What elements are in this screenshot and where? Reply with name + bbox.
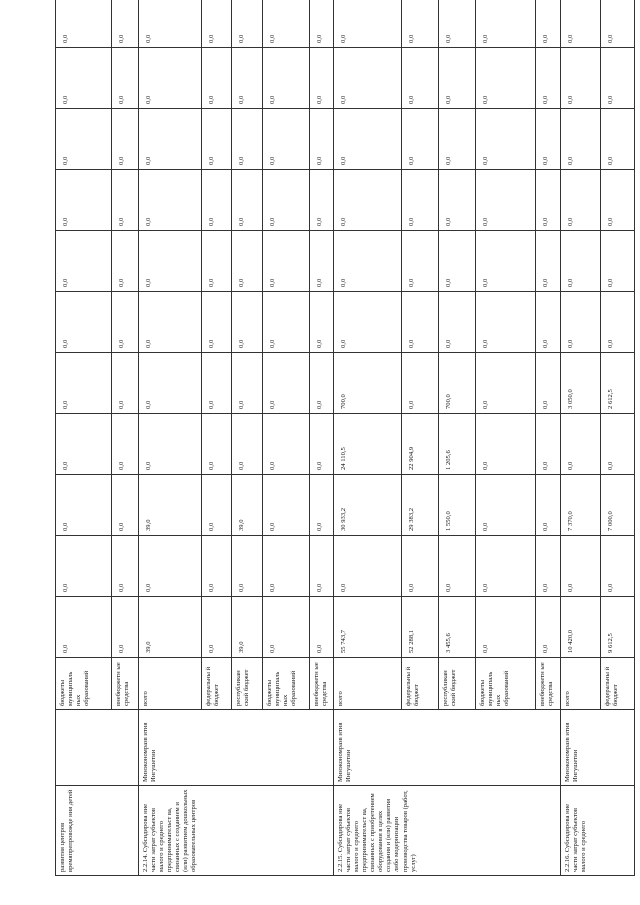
amount-cell: 0,0 (112, 231, 139, 292)
amount-cell: 0,0 (232, 536, 263, 597)
amount-cell: 0,0 (334, 292, 402, 353)
amount-cell: 3 455,6 (439, 597, 475, 658)
funding-source-cell: федеральны й бюджет (201, 658, 232, 710)
amount-cell: 0,0 (201, 231, 232, 292)
funding-source-cell: республикан ский бюджет (232, 658, 263, 710)
amount-cell: 700,0 (439, 353, 475, 414)
amount-cell: 0,0 (138, 231, 201, 292)
funding-source-cell: федеральны й бюджет (402, 658, 439, 710)
amount-cell: 0,0 (201, 536, 232, 597)
amount-cell: 2 612,5 (600, 353, 634, 414)
amount-cell: 0,0 (600, 109, 634, 170)
amount-cell: 0,0 (536, 414, 560, 475)
amount-cell: 0,0 (138, 414, 201, 475)
amount-cell: 0,0 (263, 597, 310, 658)
amount-cell: 0,0 (232, 414, 263, 475)
amount-cell: 700,0 (334, 353, 402, 414)
amount-cell: 0,0 (112, 109, 139, 170)
amount-cell: 0,0 (56, 48, 112, 109)
amount-cell: 0,0 (309, 475, 333, 536)
amount-cell: 0,0 (309, 292, 333, 353)
amount-cell: 0,0 (201, 170, 232, 231)
amount-cell: 0,0 (232, 353, 263, 414)
amount-cell: 0,0 (402, 231, 439, 292)
amount-cell: 0,0 (263, 0, 310, 48)
amount-cell: 0,0 (56, 292, 112, 353)
amount-cell: 0,0 (309, 597, 333, 658)
amount-cell: 0,0 (112, 48, 139, 109)
funding-source-cell: бюджеты муниципаль ных образований (475, 658, 536, 710)
amount-cell: 24 110,5 (334, 414, 402, 475)
executor-cell (56, 710, 139, 786)
amount-cell: 0,0 (402, 353, 439, 414)
amount-cell: 0,0 (112, 597, 139, 658)
amount-cell: 39,0 (232, 475, 263, 536)
amount-cell: 0,0 (536, 536, 560, 597)
amount-cell: 0,0 (309, 0, 333, 48)
amount-cell: 0,0 (475, 475, 536, 536)
amount-cell: 0,0 (112, 0, 139, 48)
amount-cell: 0,0 (475, 292, 536, 353)
funding-table (55, 0, 635, 876)
amount-cell: 0,0 (536, 475, 560, 536)
amount-cell: 1 550,0 (439, 475, 475, 536)
amount-cell: 0,0 (560, 536, 600, 597)
amount-cell: 0,0 (475, 48, 536, 109)
funding-source-cell: республикан ский бюджет (439, 658, 475, 710)
amount-cell: 55 743,7 (334, 597, 402, 658)
amount-cell: 0,0 (138, 536, 201, 597)
amount-cell: 0,0 (334, 0, 402, 48)
amount-cell: 0,0 (309, 170, 333, 231)
amount-cell: 0,0 (56, 353, 112, 414)
amount-cell: 0,0 (334, 170, 402, 231)
amount-cell: 0,0 (138, 48, 201, 109)
amount-cell: 0,0 (232, 292, 263, 353)
amount-cell: 0,0 (263, 231, 310, 292)
amount-cell: 0,0 (56, 536, 112, 597)
table-row (560, 0, 600, 876)
amount-cell: 0,0 (138, 292, 201, 353)
amount-cell: 0,0 (263, 414, 310, 475)
amount-cell: 0,0 (475, 536, 536, 597)
amount-cell: 0,0 (56, 414, 112, 475)
amount-cell: 1 205,6 (439, 414, 475, 475)
amount-cell: 22 904,9 (402, 414, 439, 475)
amount-cell: 0,0 (439, 170, 475, 231)
amount-cell: 39,0 (138, 475, 201, 536)
executor-cell: Минэкономразв ития Ингушетии (334, 710, 560, 786)
amount-cell: 0,0 (600, 170, 634, 231)
amount-cell: 0,0 (112, 536, 139, 597)
amount-cell: 0,0 (536, 0, 560, 48)
amount-cell: 0,0 (439, 292, 475, 353)
amount-cell: 0,0 (536, 48, 560, 109)
amount-cell: 0,0 (232, 231, 263, 292)
amount-cell: 0,0 (475, 353, 536, 414)
amount-cell: 0,0 (138, 0, 201, 48)
amount-cell: 0,0 (56, 597, 112, 658)
amount-cell: 39,0 (138, 597, 201, 658)
amount-cell: 0,0 (201, 0, 232, 48)
amount-cell: 0,0 (138, 170, 201, 231)
amount-cell: 0,0 (402, 48, 439, 109)
amount-cell: 0,0 (536, 170, 560, 231)
amount-cell: 0,0 (201, 353, 232, 414)
amount-cell: 0,0 (402, 292, 439, 353)
amount-cell: 0,0 (232, 48, 263, 109)
funding-source-cell: федеральны й бюджет (600, 658, 634, 710)
amount-cell: 39,0 (232, 597, 263, 658)
amount-cell: 7 370,0 (560, 475, 600, 536)
amount-cell: 0,0 (263, 170, 310, 231)
amount-cell: 0,0 (201, 414, 232, 475)
amount-cell: 0,0 (600, 292, 634, 353)
amount-cell: 0,0 (309, 353, 333, 414)
amount-cell: 9 612,5 (600, 597, 634, 658)
amount-cell: 7 000,0 (600, 475, 634, 536)
amount-cell: 0,0 (439, 109, 475, 170)
amount-cell: 0,0 (263, 475, 310, 536)
amount-cell: 0,0 (309, 48, 333, 109)
amount-cell: 0,0 (560, 109, 600, 170)
amount-cell: 0,0 (600, 536, 634, 597)
amount-cell: 0,0 (560, 414, 600, 475)
funding-source-cell: внебюджетн ые средства (112, 658, 139, 710)
amount-cell: 0,0 (402, 0, 439, 48)
amount-cell: 0,0 (56, 475, 112, 536)
amount-cell: 0,0 (56, 0, 112, 48)
amount-cell: 0,0 (402, 536, 439, 597)
amount-cell: 0,0 (232, 0, 263, 48)
amount-cell: 0,0 (402, 109, 439, 170)
amount-cell: 0,0 (475, 170, 536, 231)
amount-cell: 0,0 (560, 170, 600, 231)
amount-cell: 0,0 (439, 231, 475, 292)
amount-cell: 0,0 (112, 353, 139, 414)
amount-cell: 0,0 (334, 109, 402, 170)
amount-cell: 0,0 (309, 536, 333, 597)
amount-cell: 0,0 (439, 48, 475, 109)
amount-cell: 0,0 (263, 109, 310, 170)
amount-cell: 0,0 (201, 597, 232, 658)
amount-cell: 0,0 (112, 170, 139, 231)
funding-source-cell: бюджеты муниципаль ных образований (56, 658, 112, 710)
executor-cell: Минэкономразв ития Ингушетии (560, 710, 635, 786)
table-body (56, 0, 635, 876)
funding-source-cell: внебюджетн ые средства (536, 658, 560, 710)
amount-cell: 0,0 (263, 536, 310, 597)
amount-cell: 0,0 (439, 536, 475, 597)
amount-cell: 0,0 (600, 48, 634, 109)
amount-cell: 0,0 (201, 109, 232, 170)
amount-cell: 0,0 (201, 48, 232, 109)
amount-cell: 0,0 (600, 414, 634, 475)
amount-cell: 0,0 (560, 0, 600, 48)
amount-cell: 0,0 (402, 170, 439, 231)
amount-cell: 0,0 (536, 231, 560, 292)
amount-cell: 52 288,1 (402, 597, 439, 658)
amount-cell: 0,0 (56, 170, 112, 231)
table-row (56, 0, 112, 876)
table-row (138, 0, 201, 876)
funding-source-cell: бюджеты муниципаль ных образований (263, 658, 310, 710)
amount-cell: 0,0 (536, 353, 560, 414)
amount-cell: 0,0 (309, 109, 333, 170)
amount-cell: 0,0 (600, 0, 634, 48)
amount-cell: 0,0 (600, 231, 634, 292)
amount-cell: 0,0 (138, 109, 201, 170)
amount-cell: 0,0 (201, 292, 232, 353)
amount-cell: 0,0 (309, 231, 333, 292)
measure-name-cell: 2.2.15. Субсидирова ние части затрат субъектов малого и среднего предпринимательст ва, связанных с приобретением оборудования в целях создания и (или) развития либо модернизации производства товаров (работ, услуг) (334, 786, 560, 876)
amount-cell: 0,0 (536, 292, 560, 353)
amount-cell: 0,0 (536, 597, 560, 658)
amount-cell: 0,0 (475, 414, 536, 475)
amount-cell: 0,0 (263, 48, 310, 109)
measure-name-cell: 2.2.14. Субсидирова ние части затрат субъектов малого и среднего предпринимательст ва, связанных с созданием и (или) развитием дошкольных образовательных центров (138, 786, 333, 876)
amount-cell: 0,0 (475, 0, 536, 48)
amount-cell: 0,0 (112, 475, 139, 536)
amount-cell: 0,0 (112, 292, 139, 353)
amount-cell: 0,0 (536, 109, 560, 170)
amount-cell: 0,0 (263, 353, 310, 414)
amount-cell: 30 933,2 (334, 475, 402, 536)
amount-cell: 0,0 (475, 597, 536, 658)
amount-cell: 0,0 (263, 292, 310, 353)
amount-cell: 0,0 (439, 0, 475, 48)
amount-cell: 29 383,2 (402, 475, 439, 536)
amount-cell: 10 420,0 (560, 597, 600, 658)
table-row (334, 0, 402, 876)
amount-cell: 0,0 (232, 170, 263, 231)
measure-name-cell: 2.2.16. Субсидирова ние части затрат субъектов малого и среднего (560, 786, 635, 876)
amount-cell: 0,0 (56, 231, 112, 292)
measure-name-cell: развития центров времяпрепровожде ния детей (56, 786, 139, 876)
amount-cell: 0,0 (232, 109, 263, 170)
amount-cell: 0,0 (334, 536, 402, 597)
amount-cell: 3 050,0 (560, 353, 600, 414)
amount-cell: 0,0 (475, 109, 536, 170)
amount-cell: 0,0 (112, 414, 139, 475)
amount-cell: 0,0 (309, 414, 333, 475)
amount-cell: 0,0 (334, 231, 402, 292)
amount-cell: 0,0 (56, 109, 112, 170)
amount-cell: 0,0 (560, 231, 600, 292)
funding-source-cell: всего (334, 658, 402, 710)
amount-cell: 0,0 (138, 353, 201, 414)
amount-cell: 0,0 (334, 48, 402, 109)
funding-source-cell: всего (138, 658, 201, 710)
rotated-table-wrapper (55, 27, 635, 876)
amount-cell: 0,0 (560, 292, 600, 353)
amount-cell: 0,0 (201, 475, 232, 536)
amount-cell: 0,0 (475, 231, 536, 292)
executor-cell: Минэкономразв ития Ингушетии (138, 710, 333, 786)
funding-source-cell: всего (560, 658, 600, 710)
funding-source-cell: внебюджетн ые средства (309, 658, 333, 710)
amount-cell: 0,0 (560, 48, 600, 109)
